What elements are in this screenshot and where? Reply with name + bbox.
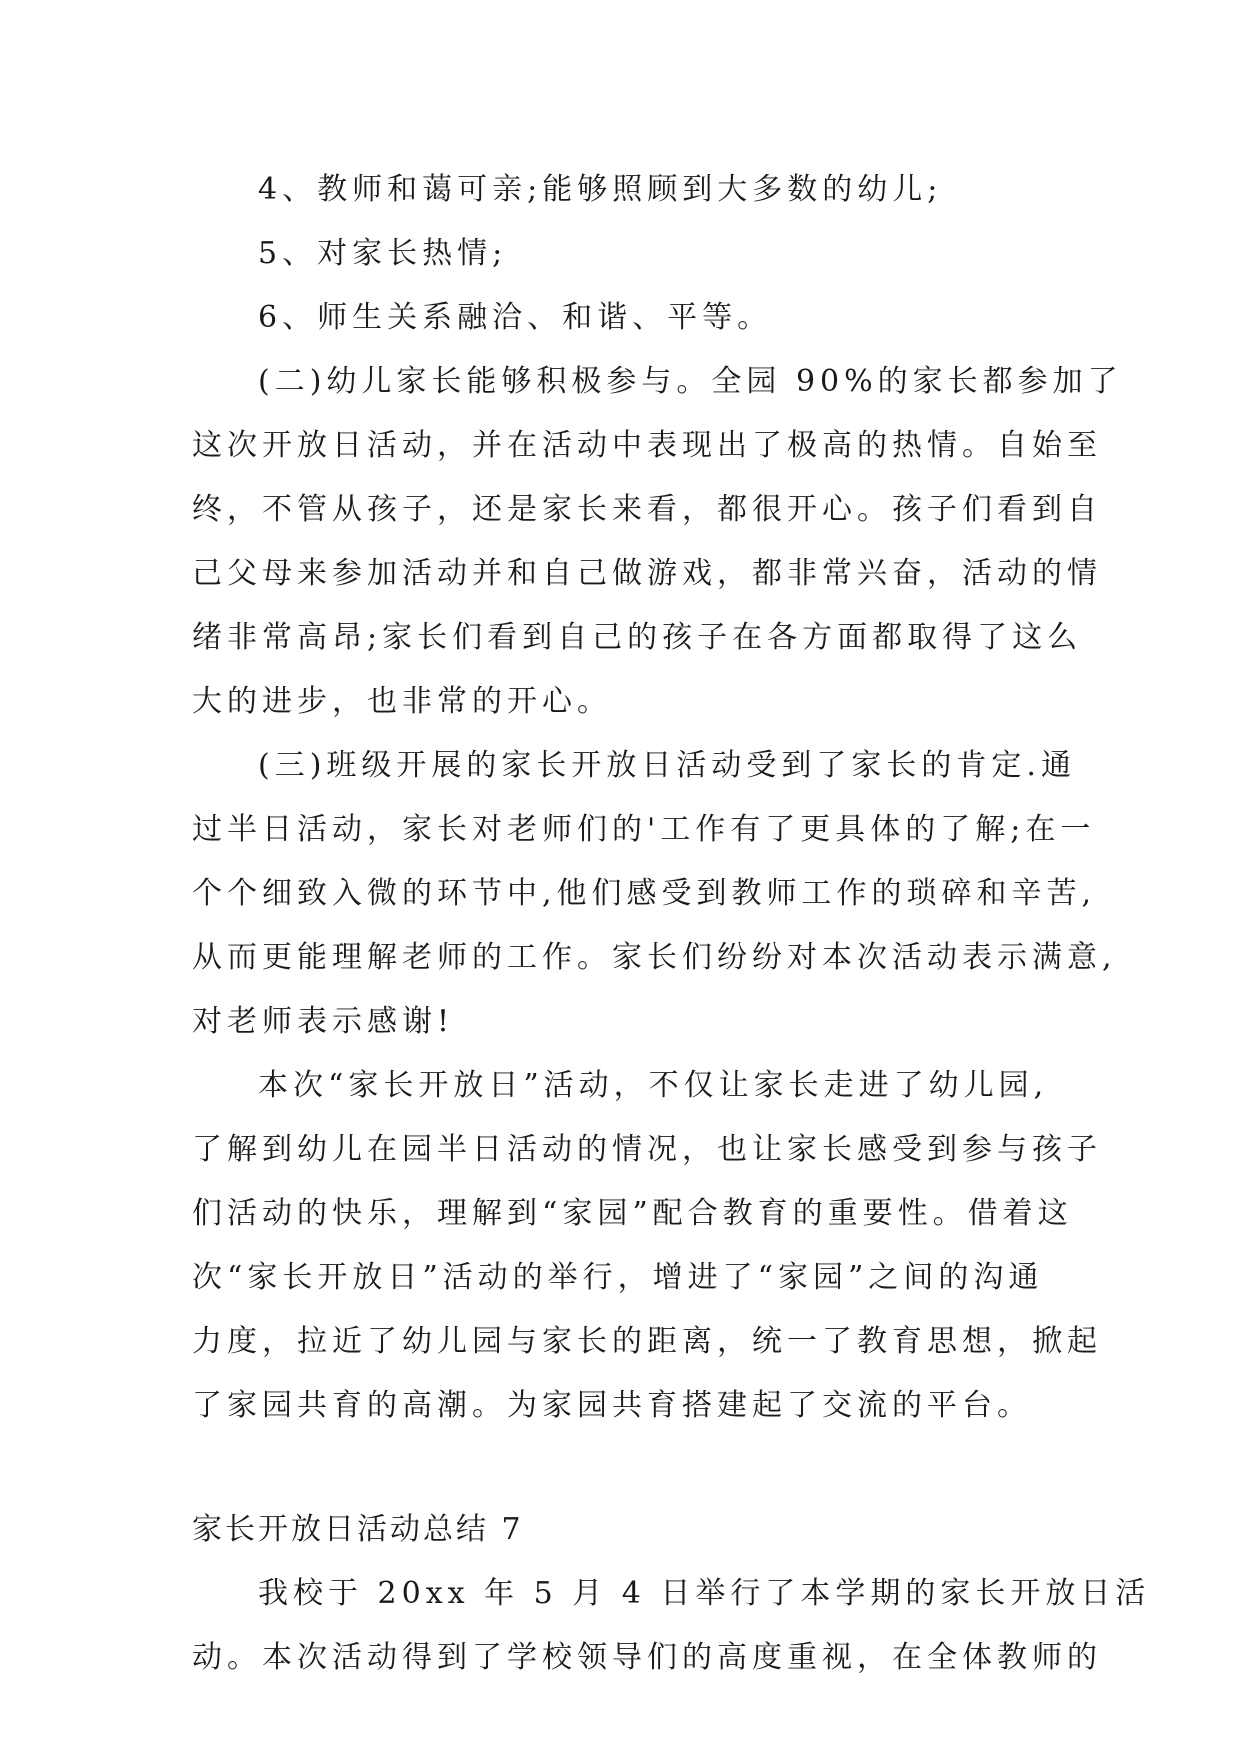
paragraph-line: 动。本次活动得到了学校领导们的高度重视，在全体教师的 — [192, 1640, 1102, 1675]
section-title: 家长开放日活动总结 7 — [192, 1512, 524, 1547]
paragraph-line: 本次“家长开放日”活动，不仅让家长走进了幼儿园, — [258, 1068, 1049, 1103]
paragraph-line: 了家园共育的高潮。为家园共育搭建起了交流的平台。 — [192, 1388, 1032, 1423]
paragraph-line: 大的进步，也非常的开心。 — [192, 684, 612, 719]
paragraph-line: 终，不管从孩子，还是家长来看，都很开心。孩子们看到自 — [192, 492, 1102, 527]
paragraph-line: (二)幼儿家长能够积极参与。全园 90%的家长都参加了 — [258, 364, 1123, 399]
paragraph-line: 这次开放日活动，并在活动中表现出了极高的热情。自始至 — [192, 428, 1102, 463]
paragraph-parent-participation — [192, 350, 1123, 734]
list-block — [192, 158, 1058, 350]
paragraph-line: 个个细致入微的环节中,他们感受到教师工作的琐碎和辛苦, — [192, 876, 1097, 911]
paragraph-line: 从而更能理解老师的工作。家长们纷纷对本次活动表示满意, — [192, 940, 1117, 975]
document-body — [192, 158, 1151, 1690]
paragraph-line: 绪非常高昂;家长们看到自己的孩子在各方面都取得了这么 — [192, 620, 1083, 655]
paragraph-line: (三)班级开展的家长开放日活动受到了家长的肯定.通 — [258, 748, 1076, 783]
list-item: 5、对家长热情; — [258, 236, 508, 271]
paragraph-line: 们活动的快乐，理解到“家园”配合教育的重要性。借着这 — [192, 1196, 1073, 1231]
paragraph-line: 我校于 20xx 年 5 月 4 日举行了本学期的家长开放日活 — [258, 1576, 1151, 1611]
paragraph-line: 次“家长开放日”活动的举行，增进了“家园”之间的沟通 — [192, 1260, 1044, 1295]
paragraph-conclusion — [192, 1054, 1102, 1438]
paragraph-line: 己父母来参加活动并和自己做游戏，都非常兴奋，活动的情 — [192, 556, 1102, 591]
list-item: 6、师生关系融洽、和谐、平等。 — [258, 300, 773, 335]
paragraph-line: 过半日活动，家长对老师们的'工作有了更具体的了解;在一 — [192, 812, 1096, 847]
list-item: 4、教师和蔼可亲;能够照顾到大多数的幼儿; — [258, 172, 943, 207]
paragraph-line: 力度，拉近了幼儿园与家长的距离，统一了教育思想，掀起 — [192, 1324, 1102, 1359]
paragraph-section-intro — [192, 1562, 1151, 1690]
paragraph-class-activity — [192, 734, 1117, 1054]
paragraph-line: 对老师表示感谢! — [192, 1004, 455, 1039]
paragraph-line: 了解到幼儿在园半日活动的情况，也让家长感受到参与孩子 — [192, 1132, 1102, 1167]
